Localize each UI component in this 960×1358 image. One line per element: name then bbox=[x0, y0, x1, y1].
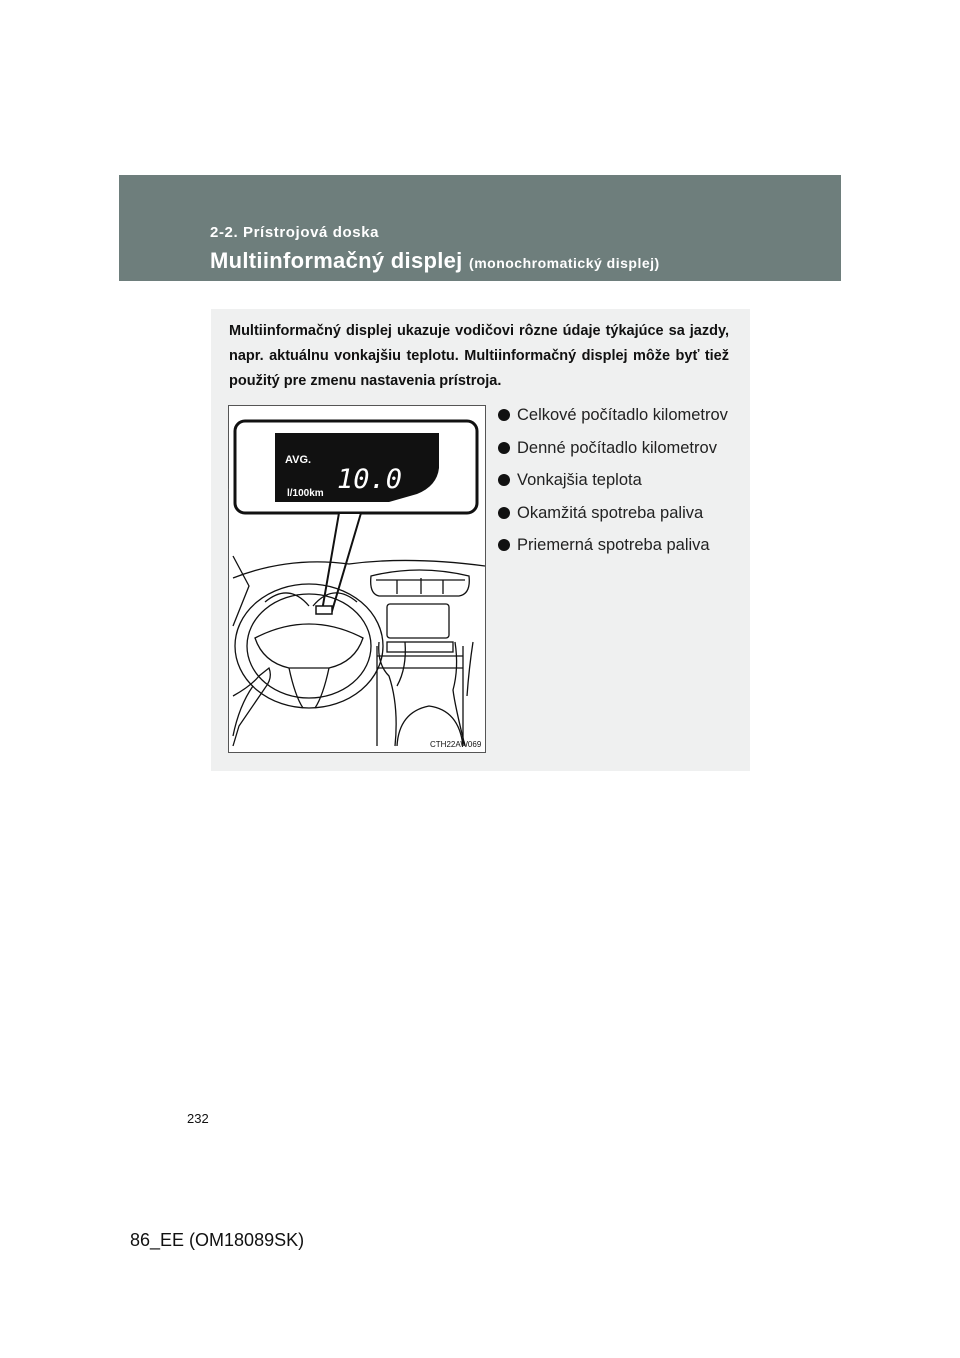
list-item: Celkové počítadlo kilometrov bbox=[498, 404, 728, 437]
document-id: 86_EE (OM18089SK) bbox=[130, 1230, 305, 1250]
bullet-icon bbox=[498, 409, 510, 421]
display-value: 10.0 bbox=[337, 464, 403, 495]
title-subtitle: (monochromatický displej) bbox=[469, 255, 660, 271]
list-item: Priemerná spotreba paliva bbox=[498, 534, 728, 567]
bullet-icon bbox=[498, 539, 510, 551]
bullet-icon bbox=[498, 442, 510, 454]
dashboard-illustration bbox=[228, 405, 486, 753]
display-label: AVG. bbox=[285, 454, 312, 466]
title-main: Multiinformačný displej bbox=[210, 248, 463, 273]
bullet-icon bbox=[498, 507, 510, 519]
section-header bbox=[119, 175, 841, 281]
figure-code: CTH22AW069 bbox=[430, 740, 482, 749]
display-unit: l/100km bbox=[287, 488, 324, 499]
list-item: Okamžitá spotreba paliva bbox=[498, 502, 728, 535]
bullet-icon bbox=[498, 474, 510, 486]
intro-text: Multiinformačný displej ukazuje vodičovi rôzne údaje týkajúce sa jazdy, napr. aktuálnu vonkajšiu teplotu. Multiinformačný displej môže byť tiež použitý pre zmenu nastavenia prístroja. bbox=[229, 323, 729, 389]
page-number: 232 bbox=[187, 1111, 209, 1126]
list-item: Denné počítadlo kilometrov bbox=[498, 437, 728, 470]
dashboard-drawing bbox=[229, 406, 485, 752]
list-item: Vonkajšia teplota bbox=[498, 469, 728, 502]
feature-list bbox=[498, 404, 728, 567]
section-label: 2-2. Prístrojová doska bbox=[210, 224, 380, 241]
page-title bbox=[210, 248, 660, 274]
content-panel bbox=[211, 309, 750, 771]
